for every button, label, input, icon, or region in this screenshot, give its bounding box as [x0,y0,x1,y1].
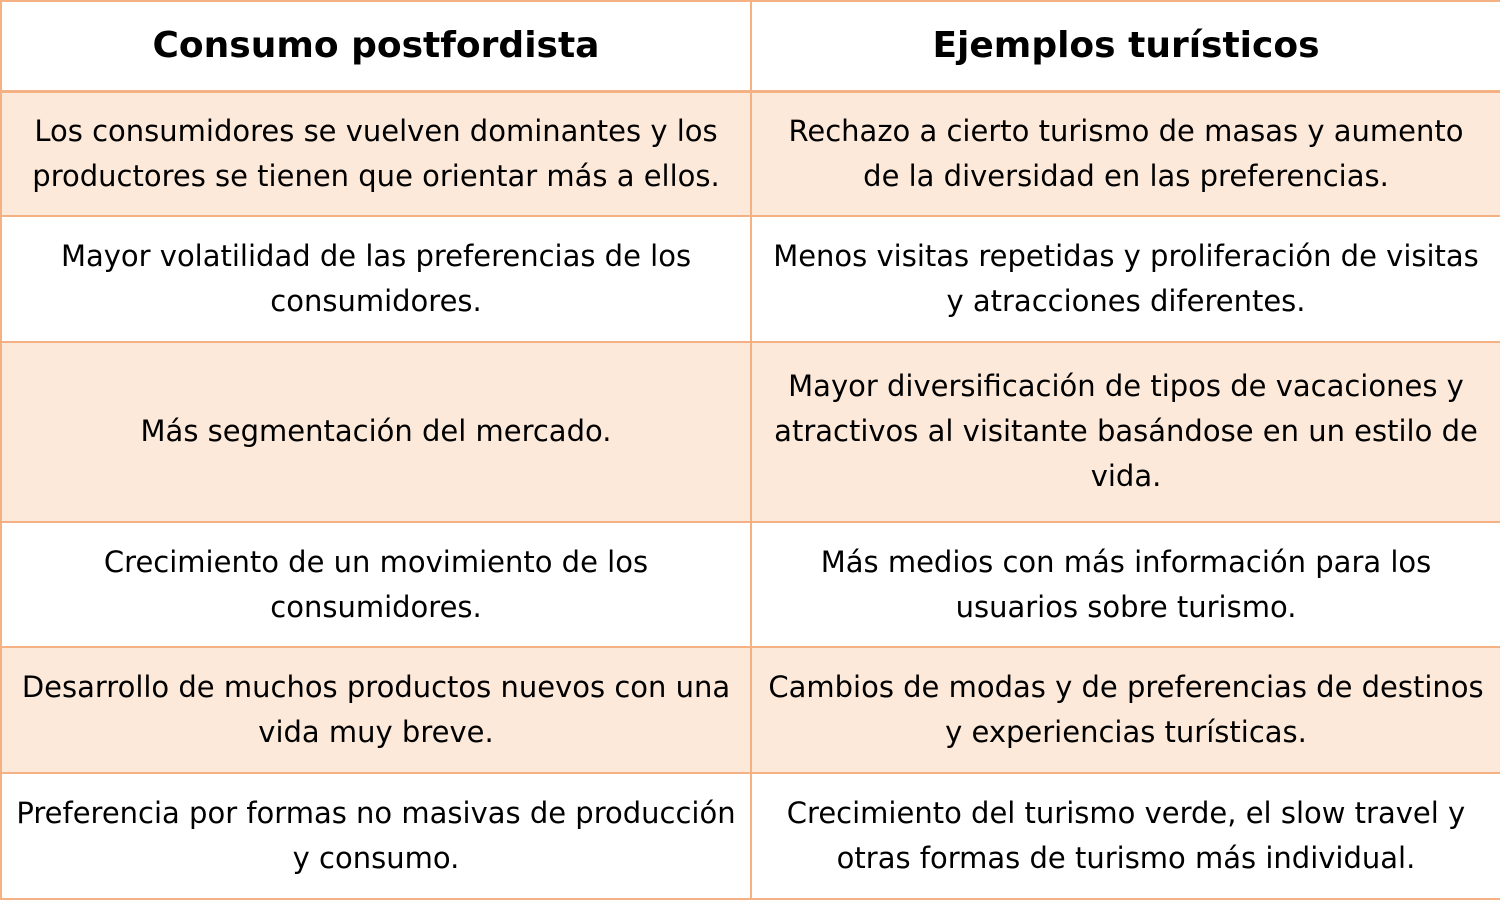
cell-ejemplo: Crecimiento del turismo verde, el slow travel y otras formas de turismo más individual. [751,773,1500,899]
table-row [1,522,1500,647]
header-consumo-postfordista: Consumo postfordista [1,1,751,91]
cell-ejemplo: Cambios de modas y de preferencias de destinos y experiencias turísticas. [751,647,1500,772]
table-row [1,773,1500,899]
cell-consumo: Preferencia por formas no masivas de producción y consumo. [1,773,751,899]
cell-ejemplo: Más medios con más información para los usuarios sobre turismo. [751,522,1500,647]
table-row [1,216,1500,341]
cell-consumo: Desarrollo de muchos productos nuevos con una vida muy breve. [1,647,751,772]
cell-consumo: Mayor volatilidad de las preferencias de los consumidores. [1,216,751,341]
cell-ejemplo: Rechazo a cierto turismo de masas y aumento de la diversidad en las preferencias. [751,91,1500,216]
header-row [1,1,1500,91]
table-row [1,647,1500,772]
table-row [1,91,1500,216]
cell-consumo: Los consumidores se vuelven dominantes y los productores se tienen que orientar más a ellos. [1,91,751,216]
cell-consumo: Más segmentación del mercado. [1,342,751,522]
header-ejemplos-turisticos: Ejemplos turísticos [751,1,1500,91]
cell-consumo: Crecimiento de un movimiento de los consumidores. [1,522,751,647]
cell-ejemplo: Mayor diversificación de tipos de vacaciones y atractivos al visitante basándose en un estilo de vida. [751,342,1500,522]
cell-ejemplo: Menos visitas repetidas y proliferación de visitas y atracciones diferentes. [751,216,1500,341]
table-row [1,342,1500,522]
